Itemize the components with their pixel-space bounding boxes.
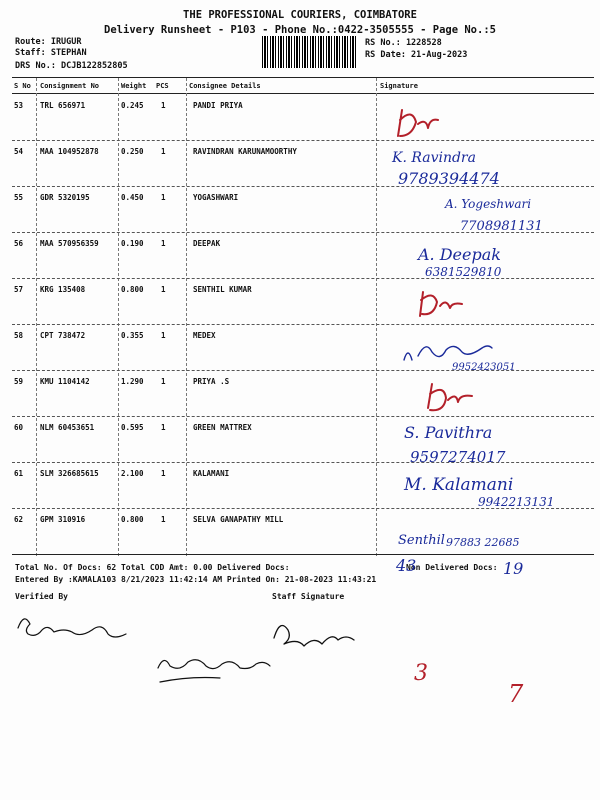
handwritten-name-54: K. Ravindra bbox=[392, 150, 476, 166]
row-weight: 0.190 bbox=[121, 239, 144, 248]
row-weight: 2.100 bbox=[121, 469, 144, 478]
staff-signature-label: Staff Signature bbox=[272, 592, 345, 601]
row-pcs: 1 bbox=[161, 515, 166, 524]
row-weight: 0.245 bbox=[121, 101, 144, 110]
row-pcs: 1 bbox=[161, 377, 166, 386]
runsheet-title: Delivery Runsheet - P103 - Phone No.:0422-3505555 - Page No.:5 bbox=[104, 24, 496, 36]
row-pcs: 1 bbox=[161, 239, 166, 248]
col-weight: Weight bbox=[121, 82, 147, 90]
row-weight: 0.250 bbox=[121, 147, 144, 156]
row-consignee: PANDI PRIYA bbox=[193, 101, 243, 110]
handwritten-delivered-count: 43 bbox=[396, 556, 417, 575]
row-consignee: SELVA GANAPATHY MILL bbox=[193, 515, 284, 524]
rs-number: RS No.: 1228528 bbox=[365, 38, 442, 48]
row-weight: 1.290 bbox=[121, 377, 144, 386]
verified-by-signature bbox=[18, 619, 126, 637]
col-consignment: Consignment No bbox=[40, 82, 100, 90]
company-title: THE PROFESSIONAL COURIERS, COIMBATORE bbox=[183, 9, 417, 21]
totals-line: Total No. Of Docs: 62 Total COD Amt: 0.00 Delivered Docs: bbox=[15, 563, 290, 572]
row-sno: 57 bbox=[14, 285, 24, 294]
row-sno: 59 bbox=[14, 377, 24, 386]
handwritten-phone-62: 97883 22685 bbox=[446, 536, 520, 549]
handwritten-phone-60: 9597274017 bbox=[410, 448, 506, 466]
handwritten-mark-3: 3 bbox=[414, 661, 428, 686]
row-consignment-no: CPT 738472 bbox=[40, 331, 86, 340]
row-separator bbox=[12, 140, 594, 141]
row-consignee: DEEPAK bbox=[193, 239, 221, 248]
row-sno: 56 bbox=[14, 239, 24, 248]
row-separator bbox=[12, 508, 594, 509]
signature-row-59 bbox=[428, 384, 472, 410]
row-pcs: 1 bbox=[161, 331, 166, 340]
row-pcs: 1 bbox=[161, 285, 166, 294]
handwritten-name-55: A. Yogeshwari bbox=[445, 197, 532, 211]
row-consignment-no: MAA 104952878 bbox=[40, 147, 99, 156]
row-consignment-no: GDR 5320195 bbox=[40, 193, 90, 202]
handwritten-name-62: Senthil bbox=[398, 533, 445, 548]
handwritten-phone-55: 7708981131 bbox=[460, 219, 543, 234]
signature-row-58 bbox=[404, 346, 492, 360]
non-delivered-label: Non Delivered Docs: bbox=[406, 563, 498, 572]
row-weight: 0.450 bbox=[121, 193, 144, 202]
handwritten-phone-56: 6381529810 bbox=[425, 265, 502, 279]
col-consignee: Consignee Details bbox=[189, 82, 261, 90]
row-separator bbox=[12, 462, 594, 463]
row-sno: 53 bbox=[14, 101, 24, 110]
row-consignee: KALAMANI bbox=[193, 469, 230, 478]
row-pcs: 1 bbox=[161, 101, 166, 110]
row-weight: 0.595 bbox=[121, 423, 144, 432]
signature-row-57 bbox=[420, 292, 462, 316]
row-sno: 62 bbox=[14, 515, 24, 524]
row-separator bbox=[12, 186, 594, 187]
row-weight: 0.800 bbox=[121, 285, 144, 294]
handwritten-name-61: M. Kalamani bbox=[404, 475, 514, 495]
col-signature: Signature bbox=[380, 82, 418, 90]
verified-by-label: Verified By bbox=[15, 592, 68, 601]
row-consignment-no: MAA 570956359 bbox=[40, 239, 99, 248]
row-separator bbox=[12, 324, 594, 325]
row-sno: 61 bbox=[14, 469, 24, 478]
row-separator bbox=[12, 278, 594, 279]
row-weight: 0.800 bbox=[121, 515, 144, 524]
entered-by-signature bbox=[158, 660, 270, 682]
col-divider bbox=[186, 78, 187, 556]
row-consignment-no: KRG 135408 bbox=[40, 285, 86, 294]
row-separator bbox=[12, 554, 594, 555]
col-pcs: PCS bbox=[156, 82, 169, 90]
row-consignment-no: TRL 656971 bbox=[40, 101, 86, 110]
row-consignee: GREEN MATTREX bbox=[193, 423, 252, 432]
handwritten-mark-7: 7 bbox=[508, 680, 524, 708]
row-consignment-no: NLM 60453651 bbox=[40, 423, 95, 432]
row-separator bbox=[12, 232, 594, 233]
row-sno: 58 bbox=[14, 331, 24, 340]
row-weight: 0.355 bbox=[121, 331, 144, 340]
row-separator bbox=[12, 416, 594, 417]
col-divider bbox=[376, 78, 377, 556]
row-separator bbox=[12, 370, 594, 371]
header-rule bbox=[12, 93, 594, 94]
entered-by-line: Entered By :KAMALA103 8/21/2023 11:42:14 AM Printed On: 21-08-2023 11:43:21 bbox=[15, 575, 377, 584]
signature-row-53 bbox=[398, 110, 438, 136]
rs-date: RS Date: 21-Aug-2023 bbox=[365, 50, 468, 60]
row-sno: 60 bbox=[14, 423, 24, 432]
col-divider bbox=[118, 78, 119, 556]
row-consignee: MEDEX bbox=[193, 331, 216, 340]
table-top-rule bbox=[12, 77, 594, 78]
handwritten-non-delivered-count: 19 bbox=[503, 559, 524, 578]
row-sno: 54 bbox=[14, 147, 24, 156]
col-sno: S No bbox=[14, 82, 31, 90]
row-consignment-no: KMU 1104142 bbox=[40, 377, 90, 386]
row-pcs: 1 bbox=[161, 423, 166, 432]
drs-number: DRS No.: DCJB122852805 bbox=[15, 61, 128, 71]
col-divider bbox=[36, 78, 37, 556]
staff-label: Staff: STEPHAN bbox=[15, 48, 87, 58]
row-pcs: 1 bbox=[161, 469, 166, 478]
handwritten-phone-54: 9789394474 bbox=[398, 169, 500, 188]
row-consignee: YOGASHWARI bbox=[193, 193, 239, 202]
row-consignment-no: SLM 326685615 bbox=[40, 469, 99, 478]
barcode bbox=[262, 36, 358, 68]
row-sno: 55 bbox=[14, 193, 24, 202]
handwritten-phone-58: 9952423051 bbox=[452, 362, 516, 373]
route-label: Route: IRUGUR bbox=[15, 37, 82, 47]
row-pcs: 1 bbox=[161, 193, 166, 202]
staff-signature-scribble bbox=[274, 626, 354, 647]
handwritten-name-60: S. Pavithra bbox=[404, 423, 493, 442]
row-consignment-no: GPM 310916 bbox=[40, 515, 86, 524]
row-consignee: PRIYA .S bbox=[193, 377, 230, 386]
handwritten-name-56: A. Deepak bbox=[418, 245, 501, 264]
row-consignee: SENTHIL KUMAR bbox=[193, 285, 252, 294]
row-consignee: RAVINDRAN KARUNAMOORTHY bbox=[193, 147, 297, 156]
handwritten-phone-61: 9942213131 bbox=[478, 495, 555, 509]
row-pcs: 1 bbox=[161, 147, 166, 156]
